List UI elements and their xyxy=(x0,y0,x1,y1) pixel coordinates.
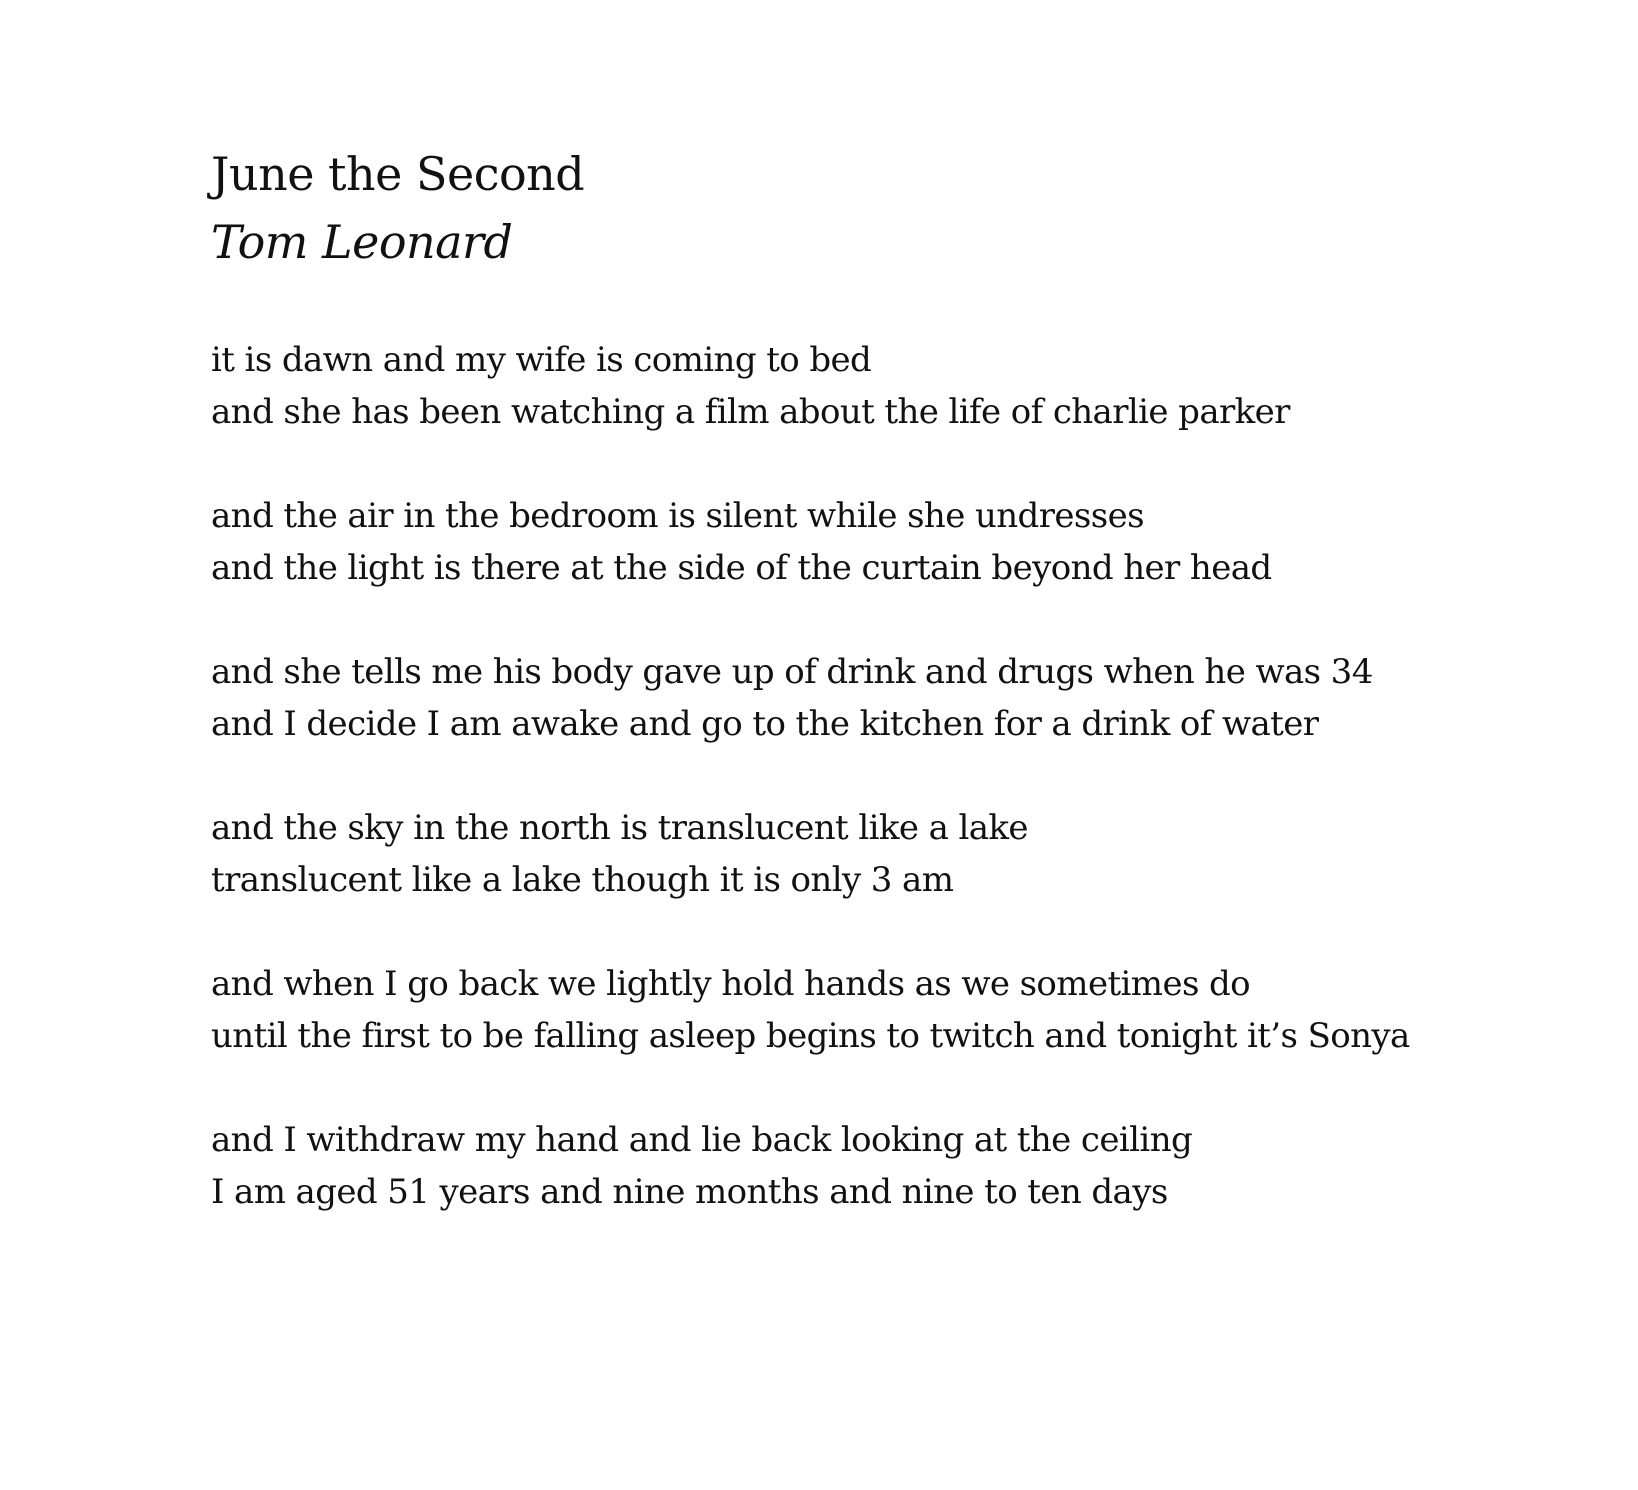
poem-line: and she has been watching a film about the life of charlie parker xyxy=(211,392,1290,432)
poem-line: translucent like a lake though it is only 3 am xyxy=(211,860,954,900)
stanza xyxy=(211,1114,1591,1218)
poem-line: and when I go back we lightly hold hands as we sometimes do xyxy=(211,964,1251,1004)
poem-line: until the first to be falling asleep begins to twitch and tonight it’s Sonya xyxy=(211,1016,1410,1056)
stanza xyxy=(211,490,1591,594)
poem-line: and the light is there at the side of the curtain beyond her head xyxy=(211,548,1272,588)
poem-line: and the sky in the north is translucent like a lake xyxy=(211,808,1028,848)
poem-author: Tom Leonard xyxy=(211,215,513,269)
poem-body xyxy=(211,334,1591,1218)
poem-line: and I decide I am awake and go to the kitchen for a drink of water xyxy=(211,704,1319,744)
poem-line: it is dawn and my wife is coming to bed xyxy=(211,340,872,380)
stanza xyxy=(211,802,1591,906)
poem-line: and she tells me his body gave up of drink and drugs when he was 34 xyxy=(211,652,1373,692)
stanza xyxy=(211,646,1591,750)
poem-title: June the Second xyxy=(211,147,585,201)
stanza xyxy=(211,958,1591,1062)
stanza xyxy=(211,334,1591,438)
poem-line: and the air in the bedroom is silent while she undresses xyxy=(211,496,1144,536)
poem-line: and I withdraw my hand and lie back looking at the ceiling xyxy=(211,1120,1193,1160)
poem-page xyxy=(211,140,1591,1270)
poem-line: I am aged 51 years and nine months and nine to ten days xyxy=(211,1172,1168,1212)
